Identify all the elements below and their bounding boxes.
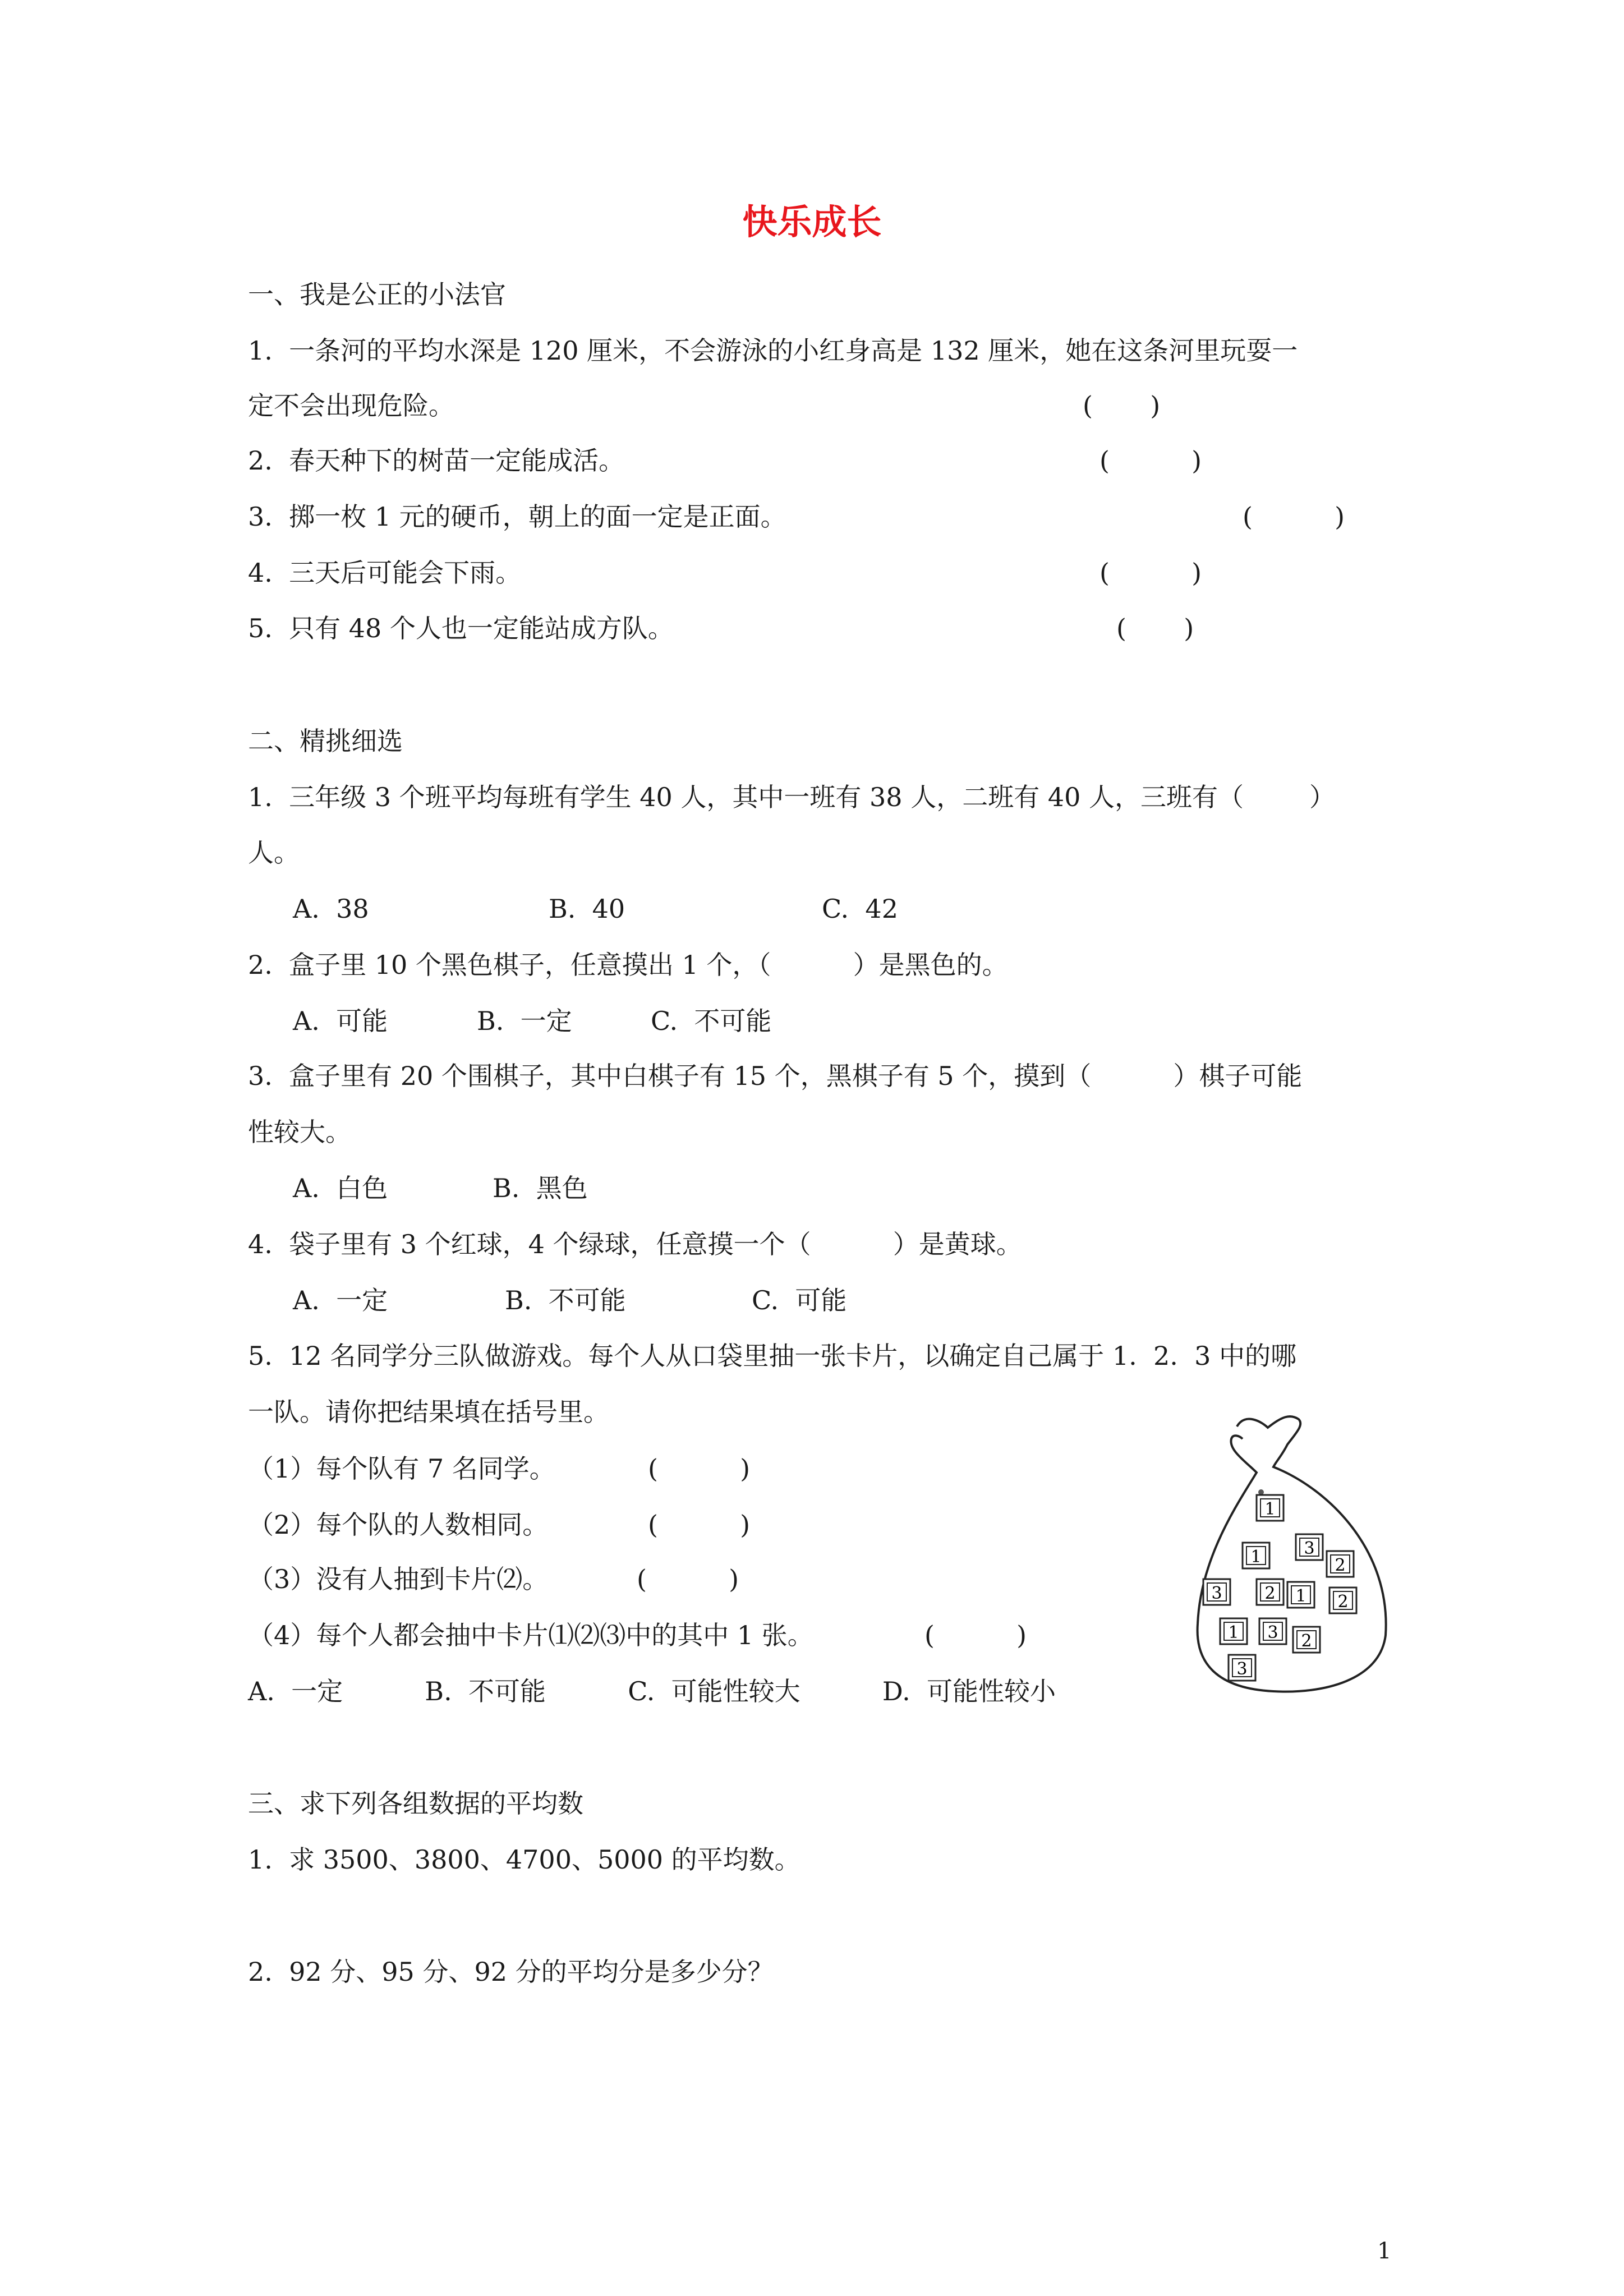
- s2-q2-option-b[interactable]: B. 一定: [477, 1006, 572, 1036]
- s2-q5-options: A. 一定 B. 不可能 C. 可能性较大 D. 可能性较小: [248, 1676, 1056, 1706]
- s2-q3-option-a[interactable]: A. 白色: [293, 1173, 388, 1203]
- bag-card-8: [1329, 1588, 1356, 1613]
- worksheet-title: 快乐成长: [742, 201, 882, 242]
- s2-q1-line1: 1. 三年级 3 个班平均每班有学生 40 人，其中一班有 38 人，二班有 40 人，三班有（ ）: [248, 782, 1335, 812]
- s1-q2-answer-blank[interactable]: ( ): [1099, 445, 1202, 476]
- bag-card-2: [1243, 1543, 1269, 1568]
- s2-q4: 4. 袋子里有 3 个红球，4 个绿球，任意摸一个（ ）是黄球。: [248, 1229, 1022, 1259]
- bag-card-label: 3: [1304, 1539, 1315, 1558]
- card-bag-illustration: [1184, 1411, 1408, 1703]
- s2-q5-sub3: （3）没有人抽到卡片⑵。: [248, 1564, 549, 1594]
- s3-q2: 2. 92 分、95 分、92 分的平均分是多少分？: [248, 1957, 774, 1987]
- s2-q2-option-c[interactable]: C. 不可能: [651, 1006, 772, 1036]
- s1-q3-answer-blank[interactable]: ( ): [1243, 501, 1345, 532]
- s1-q1-line1: 1. 一条河的平均水深是 120 厘米，不会游泳的小红身高是 132 厘米，她在这条河里玩耍一: [248, 335, 1298, 366]
- s2-q1-line2: 人。: [248, 838, 300, 868]
- bag-card-4: [1327, 1551, 1354, 1577]
- s2-q5-sub4-blank[interactable]: ( ): [924, 1620, 1027, 1650]
- bag-card-1: [1257, 1495, 1283, 1521]
- s1-q2: 2. 春天种下的树苗一定能成活。: [248, 445, 625, 476]
- s2-q5-sub1-blank[interactable]: ( ): [648, 1453, 751, 1484]
- s2-q3-line2: 性较大。: [248, 1117, 351, 1147]
- s2-q5-line1: 5. 12 名同学分三队做游戏。每个人从口袋里抽一张卡片，以确定自己属于 1. 2. 3 中的哪: [248, 1341, 1297, 1371]
- bag-card-5: [1203, 1579, 1230, 1605]
- s2-q5-sub4: （4）每个人都会抽中卡片⑴⑵⑶中的其中 1 张。: [248, 1620, 813, 1650]
- bag-card-3: [1296, 1534, 1323, 1560]
- bag-card-label: 1: [1228, 1623, 1239, 1642]
- bag-card-9: [1220, 1618, 1247, 1644]
- bag-card-11: [1293, 1627, 1320, 1653]
- bag-card-12: [1229, 1655, 1255, 1681]
- s2-q2: 2. 盒子里 10 个黑色棋子，任意摸出 1 个，（ ）是黑色的。: [248, 950, 1008, 980]
- bag-card-label: 2: [1264, 1584, 1276, 1603]
- s1-q1-line2: 定不会出现危险。: [248, 390, 454, 421]
- s2-q5-line2: 一队。请你把结果填在括号里。: [248, 1397, 609, 1427]
- s2-q5-sub2-blank[interactable]: ( ): [648, 1510, 751, 1540]
- s2-q1-option-a[interactable]: A. 38: [293, 894, 369, 924]
- s1-q5: 5. 只有 48 个人也一定能站成方队。: [248, 613, 674, 643]
- s1-q4: 4. 三天后可能会下雨。: [248, 558, 522, 588]
- s2-q4-option-c[interactable]: C. 可能: [752, 1285, 847, 1315]
- s1-q4-answer-blank[interactable]: ( ): [1099, 558, 1202, 588]
- s2-q5-sub3-blank[interactable]: ( ): [637, 1564, 739, 1594]
- bag-card-label: 3: [1211, 1584, 1222, 1603]
- page-number: 1: [1377, 2238, 1392, 2264]
- bag-card-label: 1: [1250, 1547, 1262, 1567]
- s2-q4-option-b[interactable]: B. 不可能: [505, 1285, 626, 1315]
- s2-q1-option-b[interactable]: B. 40: [549, 894, 625, 924]
- s3-q1: 1. 求 3500、3800、4700、5000 的平均数。: [248, 1844, 801, 1875]
- bag-card-label: 2: [1337, 1592, 1349, 1612]
- s2-q4-option-a[interactable]: A. 一定: [293, 1285, 388, 1315]
- bag-card-6: [1257, 1579, 1283, 1605]
- bag-card-7: [1287, 1582, 1314, 1608]
- bag-card-label: 2: [1335, 1556, 1346, 1575]
- section1-heading: 一、我是公正的小法官: [248, 279, 506, 310]
- s1-q1-answer-blank[interactable]: ( ): [1083, 390, 1161, 421]
- s2-q5-sub1: （1）每个队有 7 名同学。: [248, 1453, 555, 1484]
- s1-q5-answer-blank[interactable]: ( ): [1116, 613, 1194, 643]
- bag-card-label: 1: [1295, 1586, 1306, 1606]
- s1-q3: 3. 掷一枚 1 元的硬币，朝上的面一定是正面。: [248, 501, 786, 532]
- bag-card-label: 3: [1267, 1623, 1278, 1642]
- s2-q2-option-a[interactable]: A. 可能: [293, 1006, 388, 1036]
- s2-q3-option-b[interactable]: B. 黑色: [493, 1173, 588, 1203]
- section3-heading: 三、求下列各组数据的平均数: [248, 1788, 583, 1819]
- bag-card-label: 2: [1301, 1631, 1312, 1651]
- s2-q5-sub2: （2）每个队的人数相同。: [248, 1510, 549, 1540]
- bag-card-label: 1: [1264, 1499, 1276, 1519]
- bag-card-label: 3: [1236, 1659, 1248, 1679]
- bag-card-10: [1259, 1618, 1286, 1644]
- s2-q3-line1: 3. 盒子里有 20 个围棋子，其中白棋子有 15 个，黑棋子有 5 个，摸到（ ）棋子可能: [248, 1061, 1303, 1091]
- s2-q1-option-c[interactable]: C. 42: [822, 894, 898, 924]
- section2-heading: 二、精挑细选: [248, 726, 403, 756]
